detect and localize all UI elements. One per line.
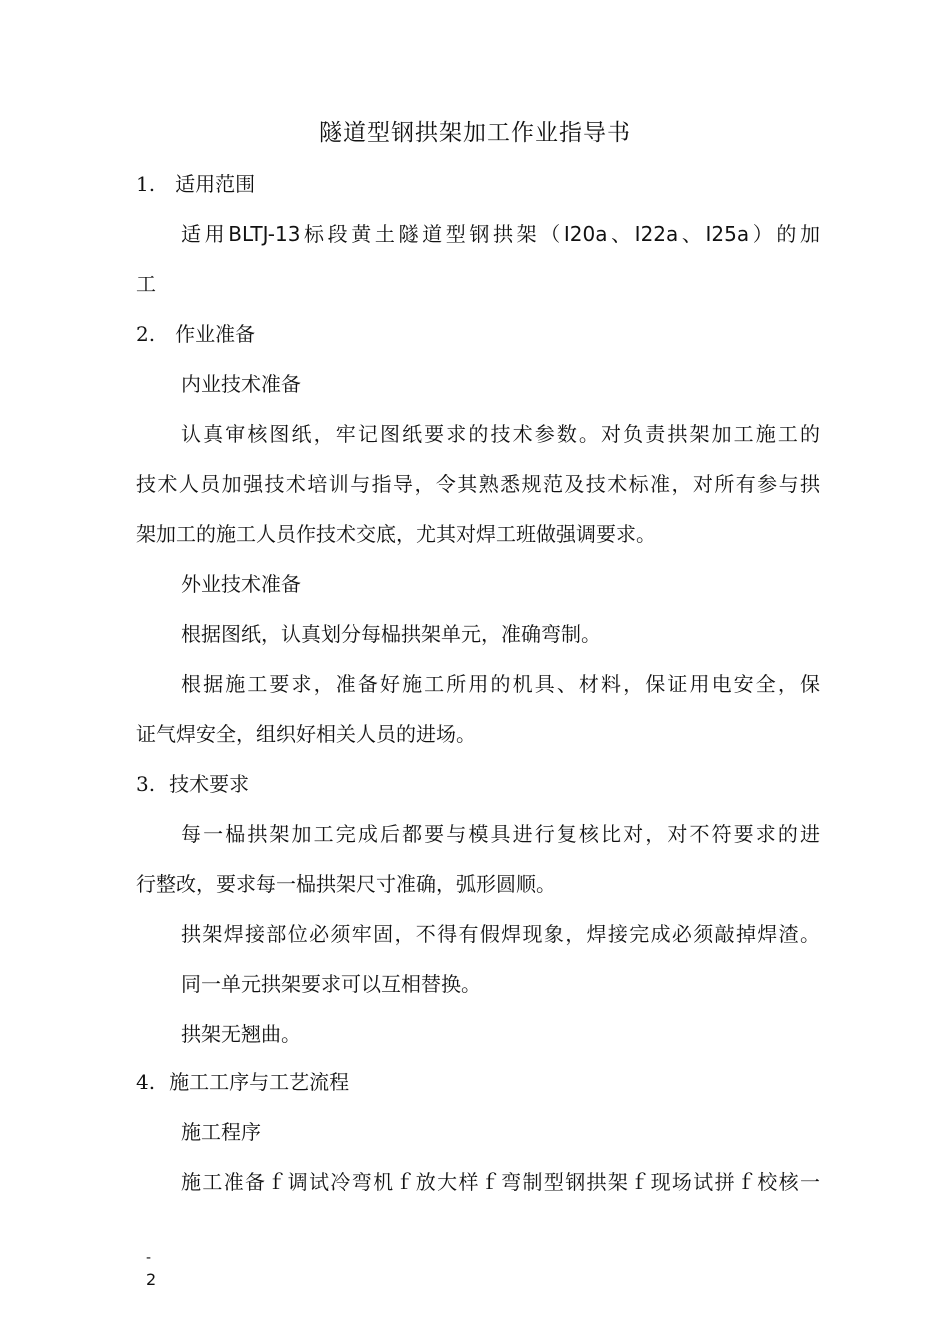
subsection-heading: 内业技术准备	[181, 372, 301, 396]
subsection-heading: 施工程序	[181, 1120, 261, 1144]
paragraph-line: 证气焊安全，组织好相关人员的进场。	[136, 722, 476, 746]
paragraph-line: 每一榀拱架加工完成后都要与模具进行复核比对，对不符要求的进	[181, 822, 820, 846]
paragraph-line: 认真审核图纸，牢记图纸要求的技术参数。对负责拱架加工施工的	[181, 422, 820, 446]
section-title: 作业准备	[175, 322, 256, 346]
paragraph-line: 拱架焊接部位必须牢固，不得有假焊现象，焊接完成必须敲掉焊渣。	[181, 922, 820, 946]
paragraph-line: 行整改，要求每一榀拱架尺寸准确，弧形圆顺。	[136, 872, 556, 896]
section-2-heading	[136, 320, 255, 348]
paragraph-line: 根据图纸，认真划分每榀拱架单元，准确弯制。	[181, 622, 601, 646]
section-title: 适用范围	[175, 172, 256, 196]
section-1-heading	[136, 170, 255, 198]
paragraph-line: 根据施工要求，准备好施工所用的机具、材料，保证用电安全，保	[181, 672, 820, 696]
paragraph-line: 拱架无翘曲。	[181, 1022, 301, 1046]
paragraph-line: 适用BLTJ-13标段黄土隧道型钢拱架（I20a、I22a、I25a）的加	[181, 222, 820, 246]
paragraph-line: 同一单元拱架要求可以互相替换。	[181, 972, 481, 996]
document-title: 隧道型钢拱架加工作业指导书	[319, 120, 631, 146]
section-number: 4.	[136, 1070, 156, 1094]
footer-dash: -	[146, 1250, 152, 1266]
section-title: 施工工序与工艺流程	[169, 1070, 350, 1094]
section-number: 1.	[136, 172, 156, 196]
page-number: 2	[146, 1270, 157, 1289]
subsection-heading: 外业技术准备	[181, 572, 301, 596]
paragraph-line: 架加工的施工人员作技术交底，尤其对焊工班做强调要求。	[136, 522, 656, 546]
section-number: 3.	[136, 772, 156, 796]
section-4-heading	[136, 1068, 349, 1096]
section-title: 技术要求	[169, 772, 250, 796]
section-number: 2.	[136, 322, 156, 346]
paragraph-line: 工	[136, 272, 156, 296]
section-3-heading	[136, 770, 249, 798]
flow-line: 施工准备ｆ调试冷弯机ｆ放大样ｆ弯制型钢拱架ｆ现场试拼ｆ校核一	[181, 1170, 820, 1194]
paragraph-line: 技术人员加强技术培训与指导，令其熟悉规范及技术标准，对所有参与拱	[136, 472, 820, 496]
